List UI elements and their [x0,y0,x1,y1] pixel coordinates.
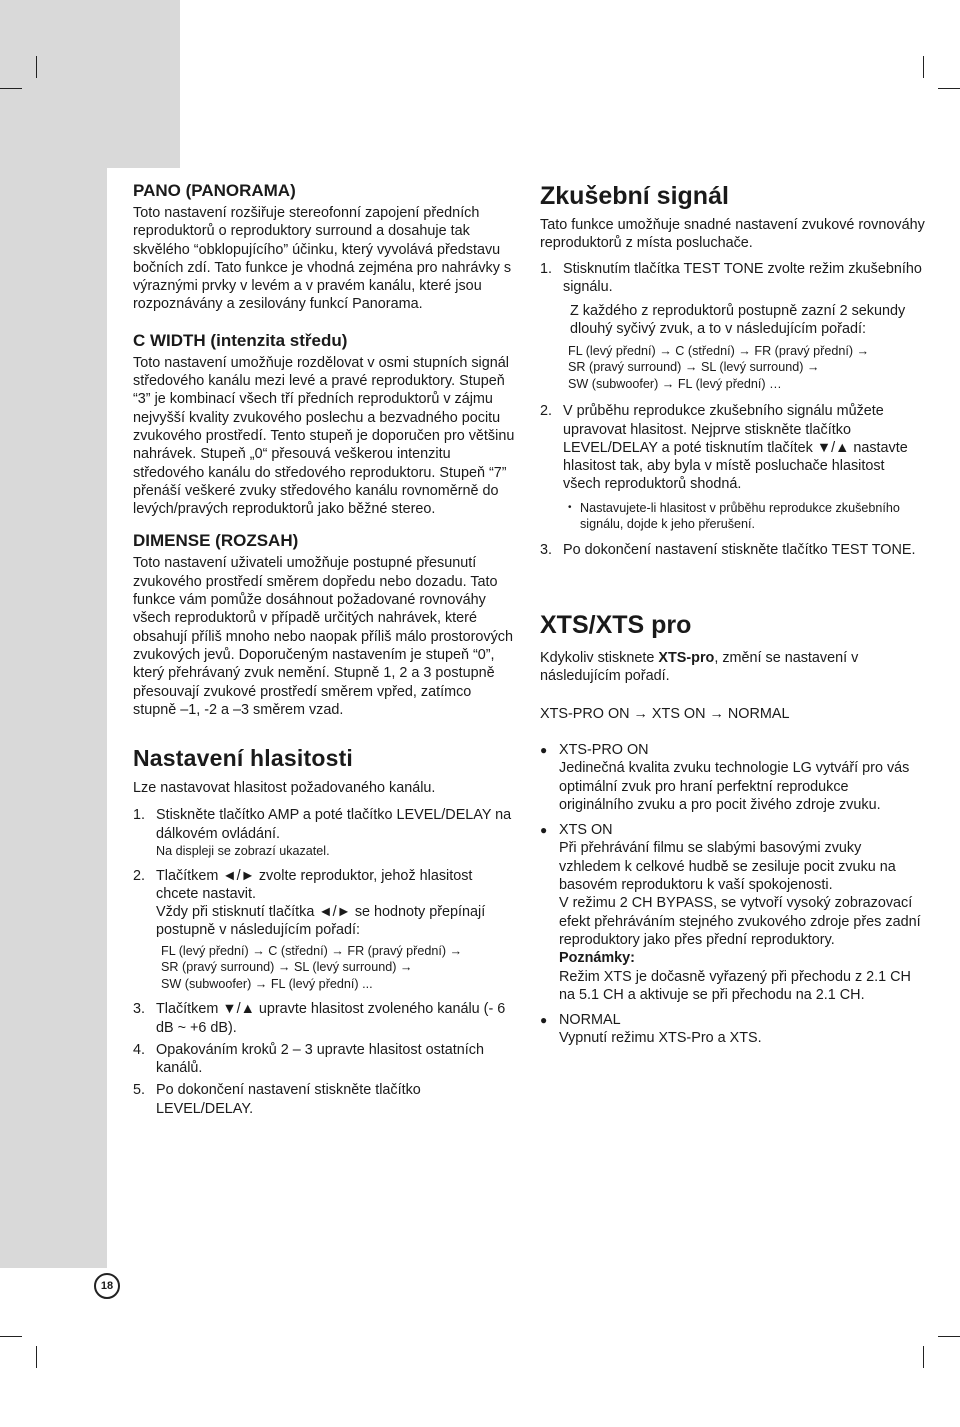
test-signal-heading: Zkušební signál [540,182,729,210]
step-note: Na displeji se zobrazí ukazatel. [156,844,330,859]
test-steps [540,260,925,559]
page-number: 18 [94,1273,120,1299]
list-item: ● XTS-PRO ON Jedinečná kvalita zvuku technologie LG vytváří pro vás optimální zvuk pro hraní perfektní reprodukce originálního zvuku a pro pocit živého zdroje zvuku. [540,741,910,813]
crop-mark [36,1346,37,1368]
step-text: Vždy při stisknutí tlačítka ◄/► se hodnoty přepínají postupně v následujícím pořadí: [156,904,486,939]
pano-heading: PANO (PANORAMA) [133,181,296,200]
crop-mark [0,1336,22,1337]
list-item: 4. Opakováním kroků 2 – 3 upravte hlasitost ostatních kanálů. [133,1041,484,1077]
volume-heading: Nastavení hlasitosti [133,745,354,772]
gray-margin-left [0,168,107,1268]
channel-sequence: FL (levý přední) → C (střední) → FR (pravý přední) → SR (pravý surround) → SL (levý surround) → SW (subwoofer) → FL (levý přední) ... [161,943,463,991]
list-item: 2. V průběhu reprodukce zkušebního signálu můžete upravovat hlasitost. Nejprve stiskněte tlačítko LEVEL/DELAY a poté tisknutím tlačítek ▼/▲ nastavte hlasitost tak, aby byla v místě posluchače hlasitost všech reproduktorů shodná. [540,403,908,493]
list-item: 2. Tlačítkem ◄/► zvolte reproduktor, jehož hlasitost chcete nastavit. [133,867,473,902]
bullet-icon: ● [540,742,548,757]
dimense-heading: DIMENSE (ROZSAH) [133,531,299,551]
bullet-icon: ● [540,823,548,838]
xts-intro: Kdykoliv stisknete XTS-pro, změní se nastavení v následujícím pořadí. [540,650,859,685]
list-item: ● NORMAL Vypnutí režimu XTS-Pro a XTS. [540,1012,762,1047]
pano-text: Toto nastavení rozšiřuje stereofonní zapojení předních reproduktorů o reproduktory surround a dosahuje tak skvělého “obklopujícího” účinku, který vyvolává představu bočních zdí. Tato funkce je vhodná zejména pro nahrávky s výraznými prvky v levém a v pravém kanálu, které jsou rozpoznávány a zesilovány funkcí Panorama. [133,205,512,313]
list-item: 3. Tlačítkem ▼/▲ upravte hlasitost zvoleného kanálu (- 6 dB ~ +6 dB). [133,1001,506,1036]
list-item: 1. Stiskněte tlačítko AMP a poté tlačítko LEVEL/DELAY na dálkovém ovládání. [133,807,512,842]
crop-mark [938,88,960,89]
cwidth-heading: C WIDTH (intenzita středu) [133,330,348,350]
bullet-icon: • [568,501,572,513]
right-column [540,180,925,1048]
cwidth-text: Toto nastavení umožňuje rozdělovat v osmi stupních signál středového kanálu mezi levé a pravé reproduktory. Stupeň “3” je kombinací všech tří předních reproduktorů v zájmu nejvyšší kvality zvukového poslechu a bezvadného pocitu zvukového prostředí. Tento stupeň je doporučen pro většinu nahrávek. Stupeň „0“ přesouvá veškerou intenzitu středového kanálu do středového reproduktoru. Stupeň “7” přenáší veškeré zvuky středového kanálu rovnoměrně do levých/pravých reproduktorů jako běžné stereo. [133,354,515,518]
list-item: 3. Po dokončení nastavení stiskněte tlačítko TEST TONE. [540,541,916,558]
volume-intro: Lze nastavovat hlasitost požadovaného kanálu. [133,780,436,797]
volume-steps [133,806,518,1118]
channel-sequence: FL (levý přední) → C (střední) → FR (pravý přední) → SR (pravý surround) → SL (levý surround) → SW (subwoofer) → FL (levý přední) … [568,343,870,391]
crop-mark [938,1336,960,1337]
list-item: 1. Stisknutím tlačítka TEST TONE zvolte režim zkušebního signálu. [540,260,922,295]
list-item: • Nastavujete-li hlasitost v průběhu reprodukce zkušebního signálu, dojde k jeho přerušení. [568,500,900,532]
test-signal-intro: Tato funkce umožňuje snadné nastavení zvukové rovnováhy reproduktorů z místa posluchače. [540,217,925,252]
bullet-icon: ● [540,1013,548,1028]
notes-label: Poznámky: [559,950,635,967]
dimense-text: Toto nastavení uživateli umožňuje postupné přesunutí zvukového prostředí směrem dopředu nebo dozadu. Tato funkce vám pomůže dosáhnout požadované rovnováhy všech reproduktorů v případě určitých nahrávek, které obsahují příliš mnoho nebo naopak příliš málo prostorových zvukových jevů. Doporučeným nastavením je stupeň “0”, který přehrávaný zvuk nemění. Stupně 1, 2 a 3 postupně přesouvají zvukové prostředí směrem vpřed, zatímco stupně –1, -2 a –3 směrem vzad. [133,555,513,718]
step-text: Z každého z reproduktorů postupně zazní 2 sekundy dlouhý syčivý zvuk, a to v následujícím pořadí: [570,303,906,338]
xts-heading: XTS/XTS pro [540,611,692,640]
xts-modes [540,741,925,1048]
left-column [133,180,518,1118]
crop-mark [923,56,924,78]
xts-sequence: XTS-PRO ON → XTS ON → NORMAL [540,705,790,722]
crop-mark [36,56,37,78]
crop-mark [923,1346,924,1368]
list-item: ● XTS ON Při přehrávání filmu se slabými basovými zvuky vzhledem k celkové hudbě se zesiluje pocit zvuku na basovém reproduktoru k vaší spokojenosti. V režimu 2 CH BYPASS, se vytvoří vysoký zobrazovací efekt přehráváním stejného zvukového zdroje přes zadní reproduktory jako přes přední reproduktory. Poznámky: Režim XTS je dočasně vyřazený při přechodu z 2.1 CH na 5.1 CH a aktivuje se při přechodu na 2.1 CH. [540,821,925,1004]
crop-mark [0,88,22,89]
list-item: 5. Po dokončení nastavení stiskněte tlačítko LEVEL/DELAY. [133,1082,421,1117]
gray-margin-top [0,0,180,168]
